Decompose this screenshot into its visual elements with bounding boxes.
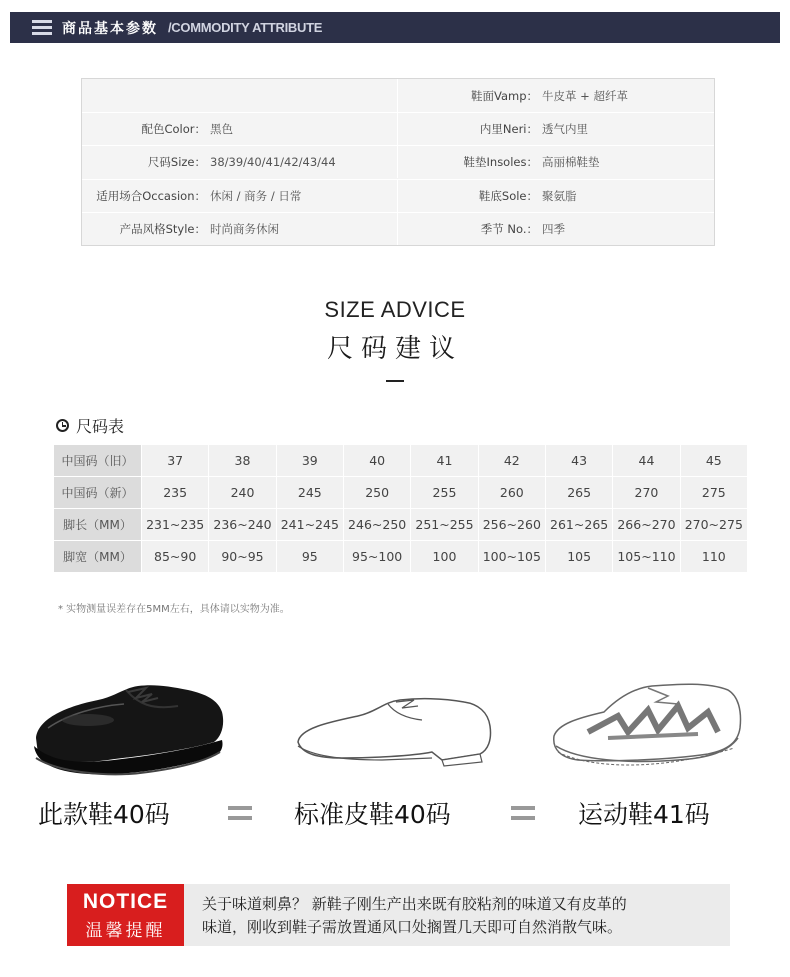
clock-icon (56, 419, 69, 432)
attribute-row (82, 145, 714, 178)
attribute-label: 季节 No.： (480, 222, 538, 236)
attribute-row (82, 112, 714, 145)
attribute-value: 牛皮革 + 超纤革 (542, 88, 628, 103)
size-chart-cell: 37 (142, 445, 209, 477)
size-chart-cell: 45 (680, 445, 747, 477)
notice-text (202, 893, 722, 939)
attribute-row (82, 79, 714, 112)
attribute-value: 透气内里 (542, 122, 588, 136)
section-header-bar (10, 12, 780, 43)
attribute-value: 38/39/40/41/42/43/44 (210, 155, 336, 169)
size-chart-cell: 260 (478, 477, 545, 509)
attribute-cell (82, 180, 398, 212)
size-chart-cell: 100 (411, 541, 478, 573)
attribute-label: 鞋垫Insoles： (463, 155, 538, 169)
attribute-label: 尺码Size： (147, 155, 206, 169)
size-chart-cell: 85~90 (142, 541, 209, 573)
section-title: 商品基本参数 (62, 20, 158, 37)
size-chart-cell: 270~275 (680, 509, 747, 541)
size-chart-cell: 231~235 (142, 509, 209, 541)
attribute-row (82, 179, 714, 212)
size-chart-row-header: 中国码（新） (54, 477, 142, 509)
size-chart-cell: 44 (613, 445, 680, 477)
attribute-cell (398, 113, 714, 145)
attribute-value: 休闲 / 商务 / 日常 (210, 189, 302, 203)
attribute-value: 黑色 (210, 122, 233, 136)
size-chart-row-header: 脚宽（MM） (54, 541, 142, 573)
size-chart-heading (56, 414, 124, 437)
attribute-cell (398, 146, 714, 178)
attribute-label: 产品风格Style： (119, 222, 206, 236)
size-chart-heading-label: 尺码表 (76, 417, 125, 436)
size-chart-cell: 95~100 (343, 541, 410, 573)
size-chart-cell: 275 (680, 477, 747, 509)
menu-icon (32, 20, 52, 35)
comparison-this-shoe: 此款鞋40码 (38, 800, 170, 829)
title-divider (386, 380, 404, 382)
section-header (0, 0, 790, 43)
attribute-value: 四季 (542, 222, 565, 236)
size-chart-cell: 39 (276, 445, 343, 477)
size-chart-cell: 105~110 (613, 541, 680, 573)
size-chart-row (54, 509, 748, 541)
size-chart-cell: 42 (478, 445, 545, 477)
size-chart-cell: 95 (276, 541, 343, 573)
size-chart-cell: 41 (411, 445, 478, 477)
notice-line: 关于味道刺鼻？ 新鞋子刚生产出来既有胶粘剂的味道又有皮革的 (202, 895, 627, 913)
size-chart-row-header: 中国码（旧） (54, 445, 142, 477)
notice-title-en: NOTICE (82, 890, 169, 913)
comparison-sneaker: 运动鞋41码 (578, 800, 710, 829)
size-footnote: * 实物测量误差存在5MM左右，具体请以实物为准。 (58, 604, 290, 615)
attribute-table (81, 78, 715, 246)
attribute-cell (398, 79, 714, 112)
size-chart-cell: 270 (613, 477, 680, 509)
attribute-label: 配色Color： (141, 122, 206, 136)
attribute-label: 内里Neri： (479, 122, 538, 136)
equals-icon (228, 806, 252, 820)
attribute-value: 聚氨脂 (542, 189, 577, 203)
size-chart-cell: 256~260 (478, 509, 545, 541)
attribute-label: 鞋底Sole： (478, 189, 538, 203)
notice-line: 味道，刚收到鞋子需放置通风口处搁置几天即可自然消散气味。 (202, 918, 623, 936)
size-chart-cell: 43 (545, 445, 612, 477)
size-advice-title-en: SIZE ADVICE (324, 297, 466, 322)
comparison-standard-shoe: 标准皮鞋40码 (294, 800, 451, 829)
size-chart-cell: 266~270 (613, 509, 680, 541)
size-chart-cell: 100~105 (478, 541, 545, 573)
size-chart-cell: 236~240 (209, 509, 276, 541)
notice-badge (67, 884, 184, 946)
size-chart-cell: 110 (680, 541, 747, 573)
attribute-cell (82, 79, 398, 112)
size-chart-cell: 105 (545, 541, 612, 573)
size-chart-cell: 261~265 (545, 509, 612, 541)
attribute-row (82, 212, 714, 245)
size-chart-cell: 241~245 (276, 509, 343, 541)
section-subtitle: /COMMODITY ATTRIBUTE (168, 20, 323, 35)
attribute-label: 适用场合Occasion： (96, 189, 206, 203)
size-advice-title-cn: 尺码建议 (326, 334, 463, 364)
size-chart-cell: 90~95 (209, 541, 276, 573)
notice-title-cn: 温馨提醒 (85, 921, 166, 941)
attribute-value: 时尚商务休闲 (210, 222, 279, 236)
size-chart-cell: 251~255 (411, 509, 478, 541)
size-chart-table (53, 444, 748, 573)
standard-shoe-outline-image (292, 690, 498, 770)
size-chart-cell: 245 (276, 477, 343, 509)
size-chart-cell: 240 (209, 477, 276, 509)
attribute-label: 鞋面Vamp： (470, 88, 538, 103)
size-chart-row (54, 445, 748, 477)
size-chart-cell: 40 (343, 445, 410, 477)
attribute-cell (398, 213, 714, 245)
notice-box (67, 884, 730, 946)
sneaker-outline-image (548, 676, 744, 776)
attribute-cell (82, 113, 398, 145)
attribute-value: 高丽棉鞋垫 (542, 155, 600, 169)
black-leather-shoe-image (28, 676, 228, 788)
size-chart-row (54, 541, 748, 573)
size-chart-row (54, 477, 748, 509)
size-chart-cell: 250 (343, 477, 410, 509)
size-chart-row-header: 脚长（MM） (54, 509, 142, 541)
attribute-cell (82, 213, 398, 245)
attribute-cell (82, 146, 398, 178)
size-chart-cell: 38 (209, 445, 276, 477)
size-chart-cell: 246~250 (343, 509, 410, 541)
size-chart-cell: 235 (142, 477, 209, 509)
attribute-cell (398, 180, 714, 212)
size-chart-cell: 265 (545, 477, 612, 509)
equals-icon (511, 806, 535, 820)
size-chart-cell: 255 (411, 477, 478, 509)
